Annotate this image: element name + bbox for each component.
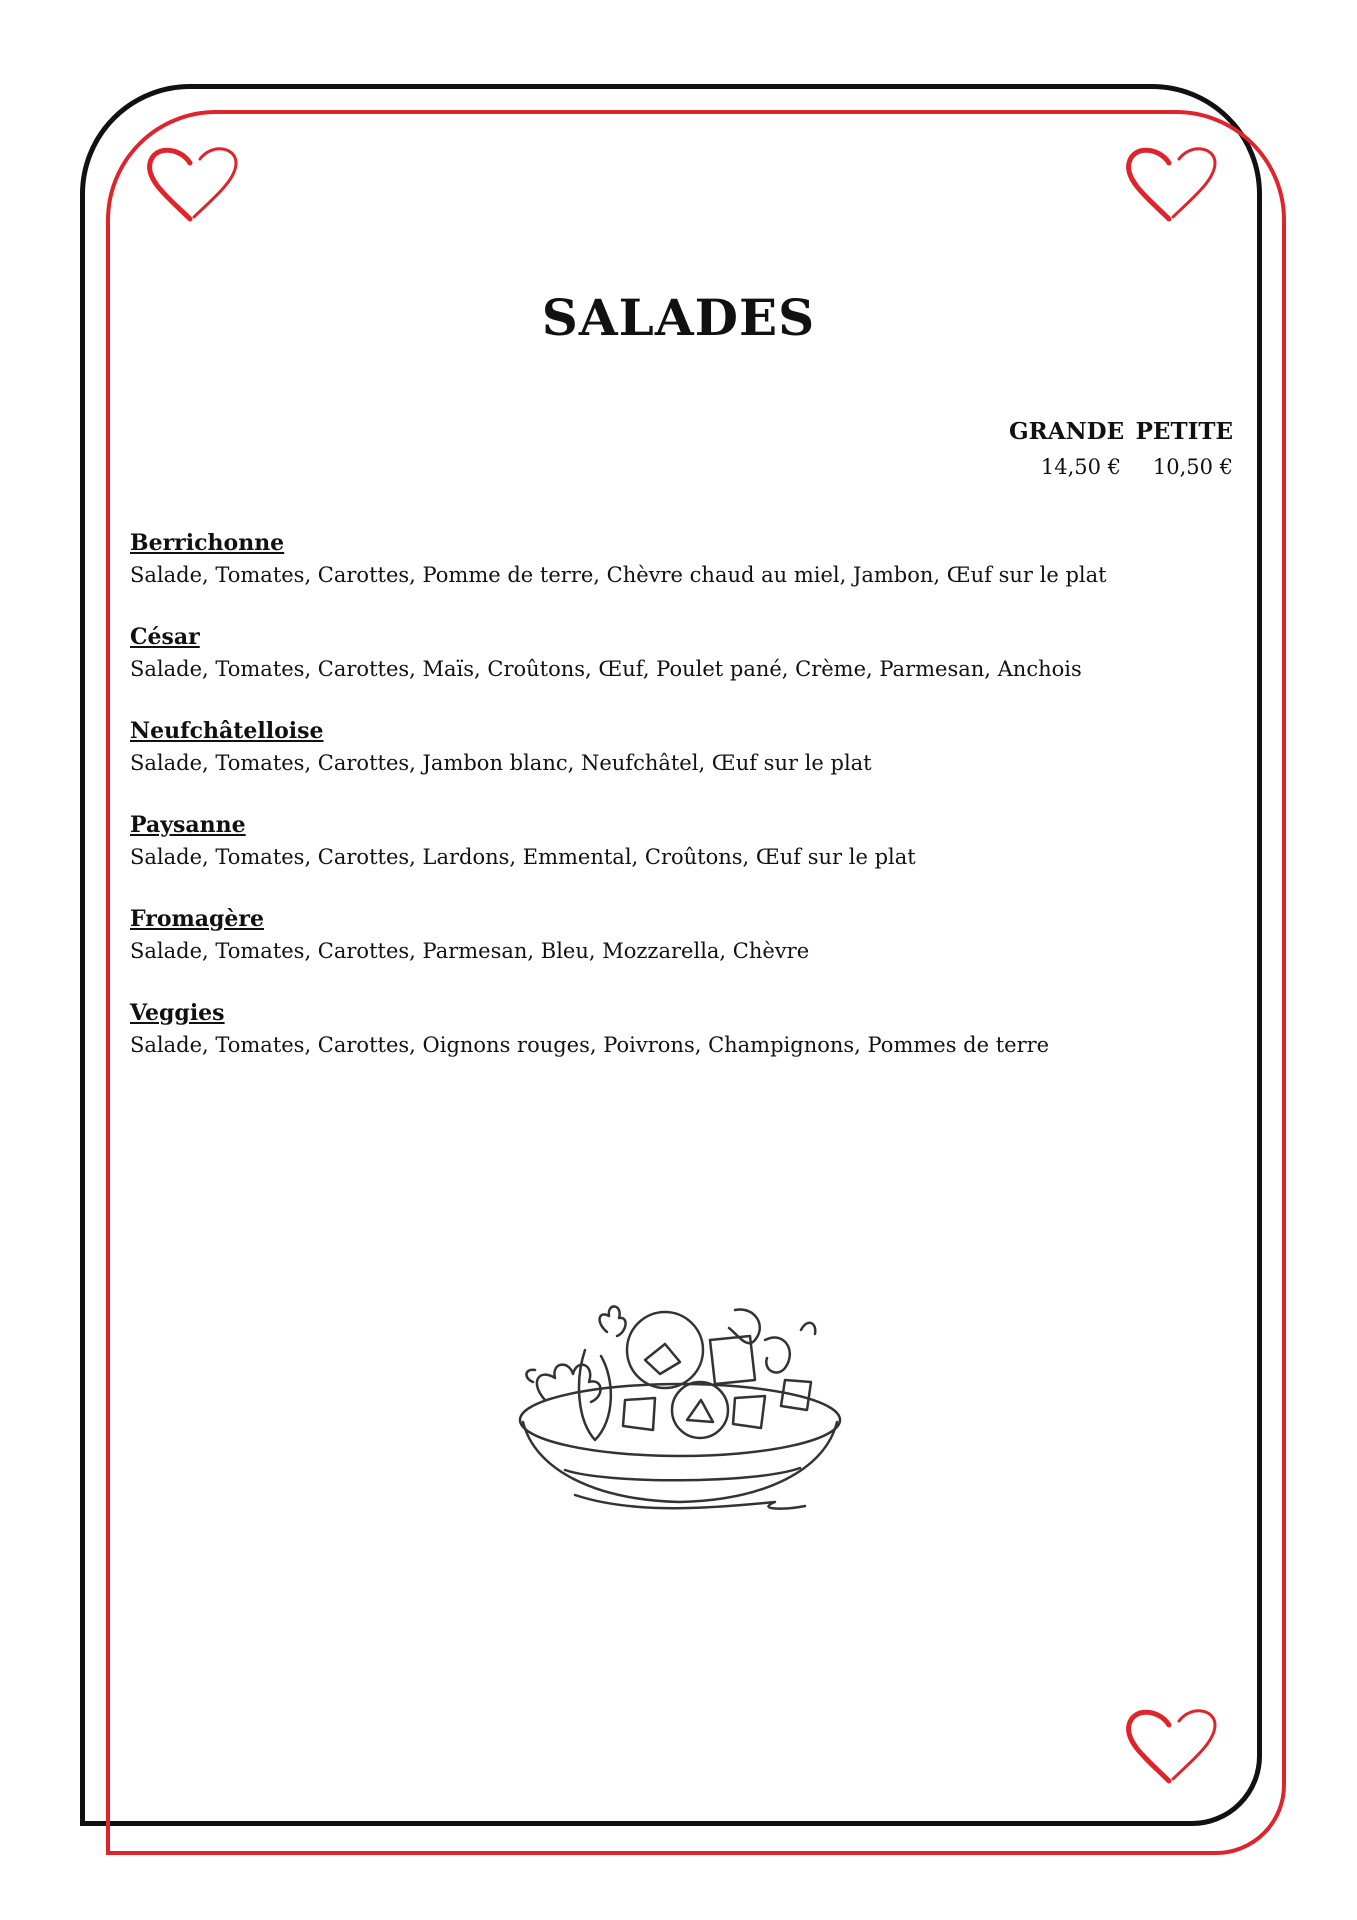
menu-item-name: Neufchâtelloise	[130, 718, 324, 744]
price-values-row	[1009, 455, 1233, 479]
menu-item	[130, 622, 1230, 686]
menu-item-description: Salade, Tomates, Carottes, Oignons rouges, Poivrons, Champignons, Pommes de terre	[130, 1033, 1050, 1057]
menu-item-description: Salade, Tomates, Carottes, Lardons, Emmental, Croûtons, Œuf sur le plat	[130, 845, 916, 869]
menu-item	[130, 998, 1230, 1062]
menu-item	[130, 904, 1230, 968]
menu-item-description: Salade, Tomates, Carottes, Maïs, Croûtons, Œuf, Poulet pané, Crème, Parmesan, Anchois	[130, 657, 1082, 681]
page-title: SALADES	[541, 288, 816, 347]
menu-item	[130, 528, 1230, 592]
petite-label: PETITE	[1135, 418, 1233, 445]
menu-item	[130, 716, 1230, 780]
menu-item	[130, 810, 1230, 874]
menu-item-name: Paysanne	[130, 812, 246, 838]
grande-price: 14,50 €	[1040, 455, 1121, 479]
salad-bowl-icon	[515, 1270, 845, 1525]
heart-outline-icon	[1125, 1703, 1221, 1787]
menu-item-name: Veggies	[130, 1000, 225, 1026]
menu-item-description: Salade, Tomates, Carottes, Pomme de terre, Chèvre chaud au miel, Jambon, Œuf sur le plat	[130, 563, 1107, 587]
menu-item-name: Berrichonne	[130, 530, 285, 556]
price-labels-row	[1009, 418, 1233, 445]
petite-price: 10,50 €	[1152, 455, 1233, 479]
salad-menu-list	[130, 528, 1230, 1092]
menu-item-description: Salade, Tomates, Carottes, Jambon blanc, Neufchâtel, Œuf sur le plat	[130, 751, 872, 775]
heart-outline-icon	[146, 141, 242, 225]
price-header	[1009, 418, 1233, 479]
heart-outline-icon	[1125, 141, 1221, 225]
grande-label: GRANDE	[1009, 418, 1125, 445]
menu-item-description: Salade, Tomates, Carottes, Parmesan, Bleu, Mozzarella, Chèvre	[130, 939, 810, 963]
menu-item-name: César	[130, 624, 200, 650]
menu-item-name: Fromagère	[130, 906, 264, 932]
